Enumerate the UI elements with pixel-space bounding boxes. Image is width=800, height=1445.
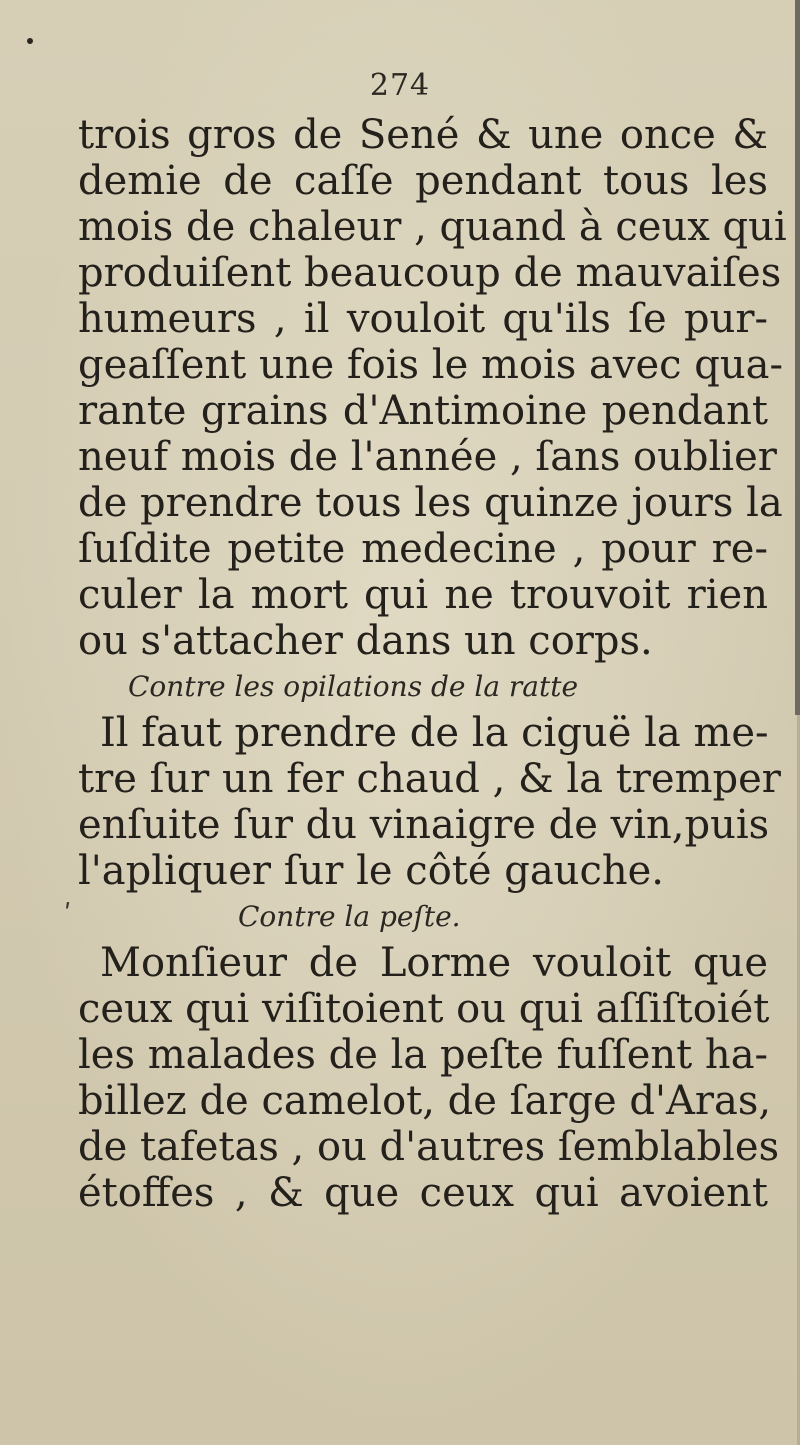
text-line: tre ſur un fer chaud , & la tremper — [78, 756, 781, 802]
text-line: Il faut prendre de la ciguë la me- — [100, 710, 769, 756]
section-heading-ratte: Contre les opilations de la ratte — [128, 670, 579, 703]
text-line: Monſieur de Lorme vouloit que — [100, 940, 768, 986]
text-line: les malades de la peſte fuſſent ha- — [78, 1032, 769, 1078]
text-line: l'apliquer ſur le côté gauche. — [78, 848, 664, 894]
text-line: geaſſent une fois le mois avec qua- — [78, 342, 783, 388]
page-edge-shadow — [795, 0, 800, 715]
text-line: trois gros de Sené & une once & — [78, 112, 768, 158]
text-line: ceux qui viſitoient ou qui aſſiſtoiét — [78, 986, 770, 1032]
text-line: ou s'attacher dans un corps. — [78, 618, 653, 664]
text-line: culer la mort qui ne trouvoit rien — [78, 572, 768, 618]
section-heading-peste: Contre la peſte. — [238, 900, 461, 933]
text-line: rante grains d'Antimoine pendant — [78, 388, 768, 434]
text-line: ſuſdite petite medecine , pour re- — [78, 526, 768, 572]
text-line: humeurs , il vouloit qu'ils ſe pur- — [78, 296, 768, 342]
text-line: neuf mois de l'année , ſans oublier — [78, 434, 777, 480]
page-text — [78, 112, 787, 1216]
text-line: mois de chaleur , quand à ceux qui — [78, 204, 787, 250]
text-line: demie de caſſe pendant tous les — [78, 158, 768, 204]
text-line: billez de camelot, de ſarge d'Aras, — [78, 1078, 772, 1124]
text-line: de tafetas , ou d'autres ſemblables — [78, 1124, 780, 1170]
ink-mark: ʹ — [64, 900, 72, 930]
text-line: enſuite ſur du vinaigre de vin,puis — [78, 802, 770, 848]
text-line: étoffes , & que ceux qui avoient — [78, 1170, 768, 1216]
page-number: 274 — [369, 68, 431, 103]
text-line: produiſent beaucoup de mauvaiſes — [78, 250, 782, 296]
ink-spot — [27, 38, 33, 44]
text-line: de prendre tous les quinze jours la — [78, 480, 783, 526]
